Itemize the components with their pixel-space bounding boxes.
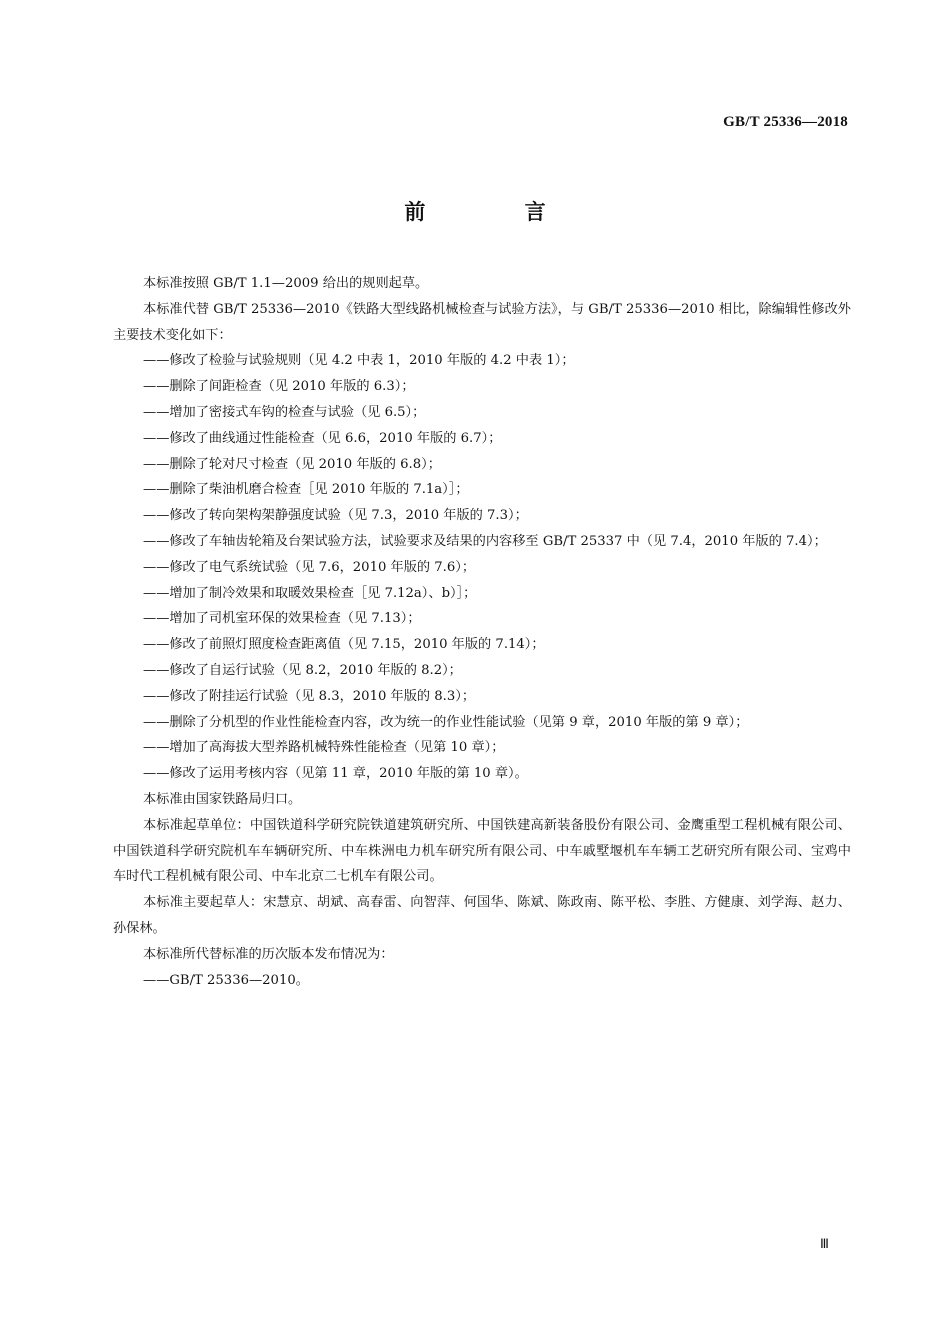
list-item: ——修改了电气系统试验（见 7.6，2010 年版的 7.6）；: [143, 559, 476, 575]
standard-number: GB/T 25336—2018: [723, 114, 848, 130]
list-item: ——删除了间距检查（见 2010 年版的 6.3）；: [143, 379, 415, 395]
page-number: Ⅲ: [820, 1236, 829, 1251]
list-item: ——增加了高海拔大型养路机械特殊性能检查（见第 10 章）；: [143, 740, 505, 756]
list-item: ——修改了检验与试验规则（见 4.2 中表 1，2010 年版的 4.2 中表 1）；: [143, 353, 575, 369]
list-item: ——删除了轮对尺寸检查（见 2010 年版的 6.8）；: [143, 456, 441, 472]
foreword-body: [113, 271, 851, 993]
list-item: ——修改了附挂运行试验（见 8.3，2010 年版的 8.3）；: [143, 688, 476, 704]
intro-paragraph-1: 本标准按照 GB/T 1.1—2009 给出的规则起草。: [143, 276, 429, 291]
page-title: 前 言: [404, 200, 592, 224]
previous-edition-item: ——GB/T 25336—2010。: [143, 972, 309, 988]
drafting-units-paragraph: 本标准起草单位：中国铁道科学研究院铁道建筑研究所、中国铁建高新装备股份有限公司、金鹰重型工程机械有限公司、中国铁道科学研究院机车车辆研究所、中车株洲电力机车研究所有限公司、中车戚墅堰机车车辆工艺研究所有限公司、宝鸡中车时代工程机械有限公司、中车北京二七机车有限公司。: [113, 817, 851, 885]
list-item: ——增加了密接式车钩的检查与试验（见 6.5）；: [143, 404, 426, 420]
closing-paragraph-1: 本标准由国家铁路局归口。: [143, 791, 302, 807]
list-item: ——修改了自运行试验（见 8.2，2010 年版的 8.2）；: [143, 662, 462, 678]
list-item: ——修改了车轴齿轮箱及台架试验方法，试验要求及结果的内容移至 GB/T 25337 中（见 7.4，2010 年版的 7.4）；: [143, 533, 827, 549]
list-item: ——修改了曲线通过性能检查（见 6.6，2010 年版的 6.7）；: [143, 430, 502, 446]
list-item: ——修改了转向架构架静强度试验（见 7.3，2010 年版的 7.3）；: [143, 508, 528, 524]
list-item: ——删除了分机型的作业性能检查内容，改为统一的作业性能试验（见第 9 章，2010 年版的第 9 章）；: [143, 714, 749, 730]
changes-list: [113, 348, 851, 787]
list-item: ——修改了运用考核内容（见第 11 章，2010 年版的第 10 章）。: [143, 766, 528, 782]
list-item: ——修改了前照灯照度检查距离值（见 7.15，2010 年版的 7.14）；: [143, 637, 545, 653]
previous-editions-paragraph: 本标准所代替标准的历次版本发布情况为：: [143, 946, 394, 962]
list-item: ——删除了柴油机磨合检查［见 2010 年版的 7.1a）］；: [143, 482, 469, 498]
list-item: ——增加了制冷效果和取暖效果检查［见 7.12a）、b）］；: [143, 585, 477, 601]
intro-paragraph-2: 本标准代替 GB/T 25336—2010《铁路大型线路机械检查与试验方法》，与 GB/T 25336—2010 相比，除编辑性修改外主要技术变化如下：: [113, 301, 851, 343]
list-item: ——增加了司机室环保的效果检查（见 7.13）；: [143, 611, 421, 627]
drafters-paragraph: 本标准主要起草人：宋慧京、胡斌、高春雷、向智萍、何国华、陈斌、陈政南、陈平松、李胜、方健康、刘学海、赵力、孙保林。: [113, 895, 851, 936]
